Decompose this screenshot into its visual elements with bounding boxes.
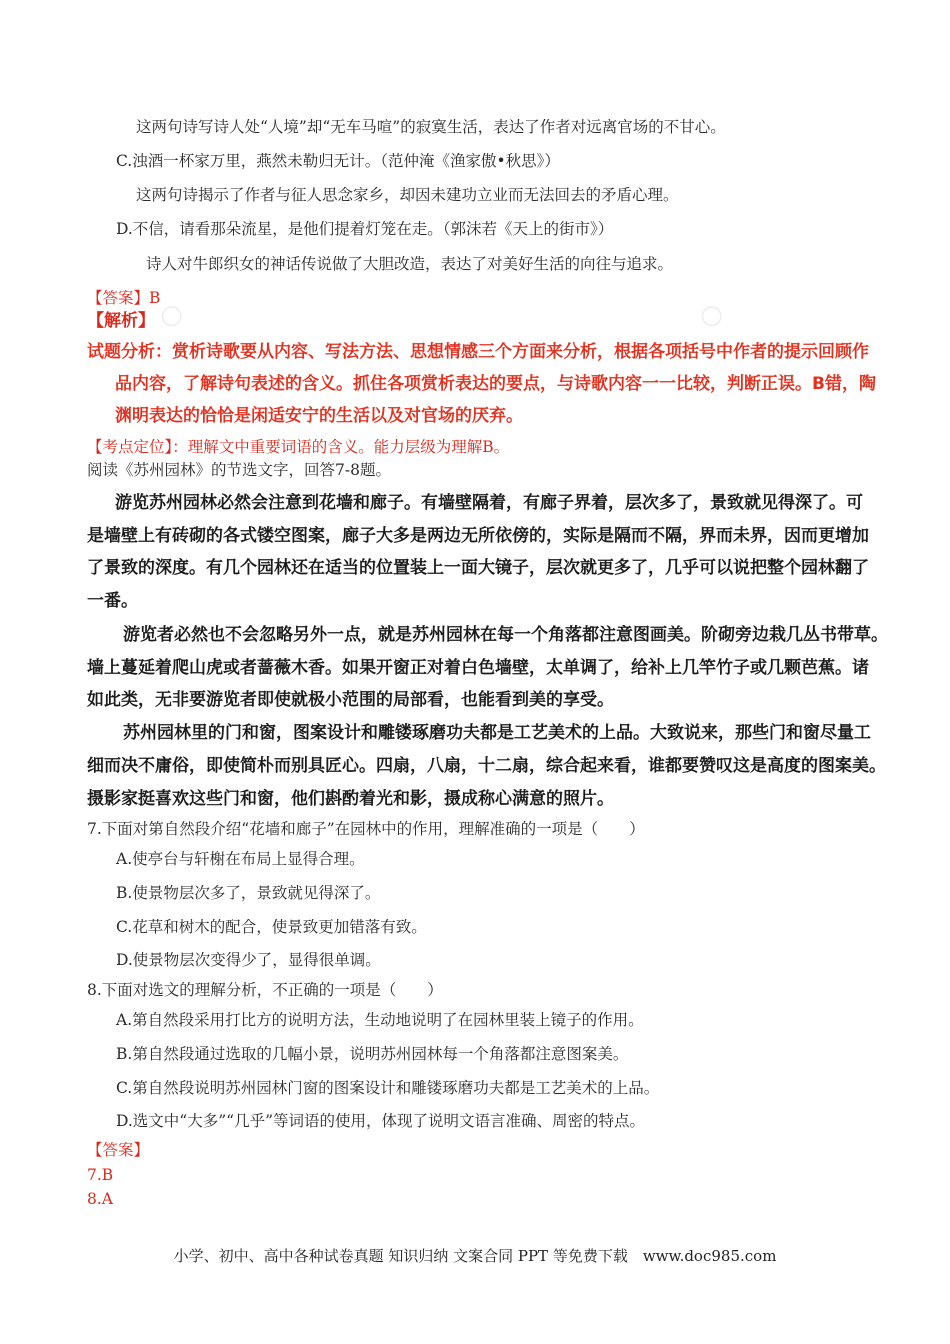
passage-p2-line-2: 墙上蔓延着爬山虎或者蔷薇木香。如果开窗正对着白色墙壁，太单调了，给补上几竿竹子或几颗芭蕉。诸 <box>87 658 869 678</box>
q7-option-d: D.使景物层次变得少了，显得很单调。 <box>116 951 381 969</box>
kaodian-text: ：理解文中重要词语的含义。能力层级为理解B。 <box>172 438 510 456</box>
q7-option-b: B.使景物层次多了，景致就见得深了。 <box>116 884 381 902</box>
passage-p3-line-1: 苏州园林里的门和窗，图案设计和雕镂琢磨功夫都是工艺美术的上品。大致说来，那些门和窗尽量工 <box>123 723 871 743</box>
option-c-analysis: 这两句诗揭示了作者与征人思念家乡，却因未建功立业而无法回去的矛盾心理。 <box>136 186 679 204</box>
analysis-heading: 【解析】 <box>87 311 155 331</box>
passage-p1-line-3: 了景致的深度。有几个园林还在适当的位置装上一面大镜子，层次就更多了，几乎可以说把整个园林翻了 <box>87 558 869 578</box>
passage-p1-line-4: 一番。 <box>87 591 138 611</box>
reading-intro: 阅读《苏州园林》的节选文字，回答7-8题。 <box>87 461 391 479</box>
q7-option-c: C.花草和树木的配合，使景致更加错落有致。 <box>116 918 427 936</box>
answer-1-value: B <box>149 289 161 307</box>
passage-p1-line-1: 游览苏州园林必然会注意到花墙和廊子。有墙壁隔着，有廊子界着，层次多了，景致就见得深了。可 <box>115 493 863 513</box>
q7-option-a: A.使亭台与轩榭在布局上显得合理。 <box>116 850 365 868</box>
watermark-mark: ○ <box>155 297 187 333</box>
passage-p3-line-3: 摄影家挺喜欢这些门和窗，他们斟酌着光和影，摄成称心满意的照片。 <box>87 789 614 809</box>
passage-p1-line-2: 是墙壁上有砖砌的各式镂空图案，廊子大多是两边无所依傍的，实际是隔而不隔，界而未界，因而更增加 <box>87 526 869 546</box>
analysis-line-2: 品内容，了解诗句表述的含义。抓住各项赏析表达的要点，与诗歌内容一一比较，判断正误。B错，陶 <box>115 374 876 394</box>
option-b-analysis: 这两句诗写诗人处“人境”却“无车马喧”的寂寞生活，表达了作者对远离官场的不甘心。 <box>136 118 726 136</box>
q7-stem: 7.下面对第自然段介绍“花墙和廊子”在园林中的作用，理解准确的一项是（ ） <box>87 820 645 838</box>
analysis-line-3: 渊明表达的恰恰是闲适安宁的生活以及对官场的厌弃。 <box>115 406 523 426</box>
passage-p3-line-2: 细而决不庸俗，即使简朴而别具匠心。四扇，八扇，十二扇，综合起来看，谁都要赞叹这是高度的图案美。 <box>87 756 886 776</box>
watermark-mark: ○ <box>695 297 727 333</box>
q8-option-b: B.第自然段通过选取的几幅小景，说明苏州园林每一个角落都注意图案美。 <box>116 1045 629 1063</box>
analysis-line-1: 试题分析：赏析诗歌要从内容、写法方法、思想情感三个方面来分析，根据各项括号中作者的提示回顾作 <box>87 342 869 362</box>
passage-p2-line-1: 游览者必然也不会忽略另外一点，就是苏州园林在每一个角落都注意图画美。阶砌旁边栽几丛书带草。 <box>123 625 888 645</box>
answer-q7: 7.B <box>87 1166 114 1184</box>
kaodian-label: 【考点定位】 <box>87 438 173 456</box>
answer-q8: 8.A <box>87 1190 113 1208</box>
option-d-analysis: 诗人对牛郎织女的神话传说做了大胆改造，表达了对美好生活的向往与追求。 <box>146 255 674 273</box>
answer-2-label: 【答案】 <box>87 1141 150 1159</box>
option-c: C.浊酒一杯家万里，燕然未勒归无计。（范仲淹《渔家傲•秋思》） <box>116 152 560 170</box>
q8-stem: 8.下面对选文的理解分析，不正确的一项是（ ） <box>87 981 443 999</box>
q8-option-d: D.选文中“大多”“几乎”等词语的使用，体现了说明文语言准确、周密的特点。 <box>116 1112 646 1130</box>
q8-option-a: A.第自然段采用打比方的说明方法，生动地说明了在园林里装上镜子的作用。 <box>116 1011 644 1029</box>
q8-option-c: C.第自然段说明苏州园林门窗的图案设计和雕镂琢磨功夫都是工艺美术的上品。 <box>116 1079 660 1097</box>
answer-1-label: 【答案】 <box>87 289 150 307</box>
option-d: D.不信，请看那朵流星，是他们提着灯笼在走。（郭沫若《天上的街市》） <box>116 220 614 238</box>
passage-p2-line-3: 如此类，无非要游览者即使就极小范围的局部看，也能看到美的享受。 <box>87 690 614 710</box>
kaodian <box>87 436 509 458</box>
answer-1 <box>87 287 160 309</box>
page-footer: 小学、初中、高中各种试卷真题 知识归纳 文案合同 PPT 等免费下载 www.doc985.com <box>173 1247 777 1265</box>
